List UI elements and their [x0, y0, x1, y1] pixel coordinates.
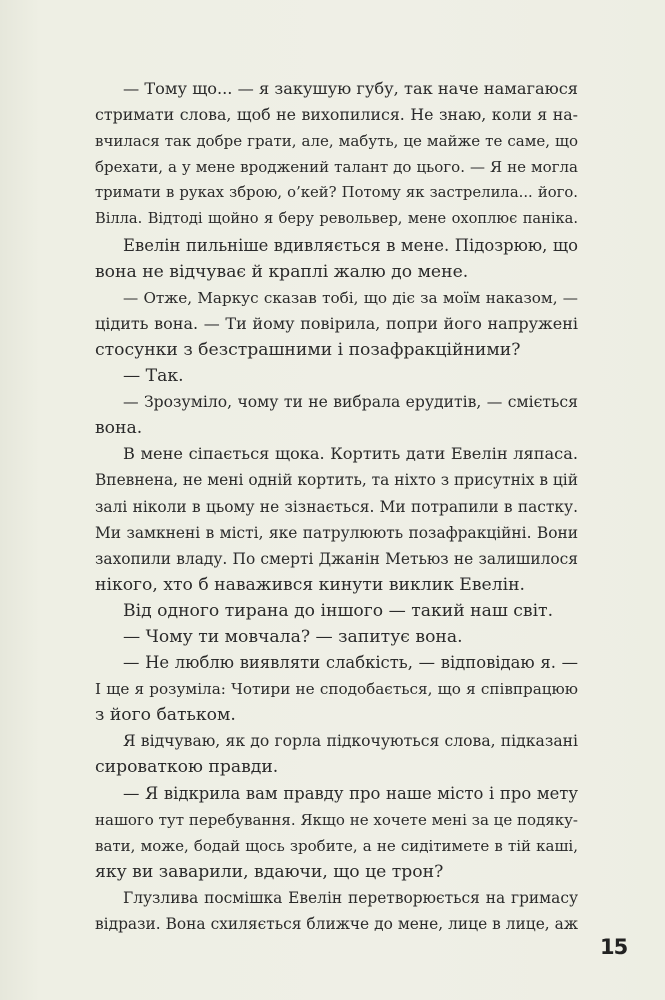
text-line: з його батьком.	[95, 705, 236, 726]
text-line: Від одного тирана до іншого — такий наш світ.	[123, 600, 554, 621]
text-line: — Зрозуміло, чому ти не вибрала ерудитів, — сміється	[123, 393, 578, 412]
text-line: яку ви заварили, вдаючи, що це трон?	[95, 861, 444, 882]
text-line: нашого тут перебування. Якщо не хочете мені за це подяку-	[95, 810, 578, 829]
text-line: — Тому що... — я закушую губу, так наче намагаюся	[123, 79, 578, 98]
text-line: відрази. Вона схиляється ближче до мене, лице в лице, аж	[95, 915, 578, 933]
text-line: — Я відкрила вам правду про наше місто і про мету	[123, 783, 578, 803]
text-line: вона не відчуває й краплі жалю до мене.	[95, 261, 469, 282]
text-line: стримати слова, щоб не вихопилися. Не знаю, коли я на-	[95, 105, 578, 125]
text-line: Я відчуваю, як до горла підкочуються слова, підказані	[123, 732, 578, 751]
text-line: вати, може, бодай щось зробите, а не сидітимете в тій каші,	[95, 836, 578, 855]
text-line: тримати в руках зброю, о’кей? Потому як застрелила... його.	[95, 184, 578, 202]
text-line: вчилася так добре грати, але, мабуть, це майже те саме, що	[95, 132, 578, 151]
text-line: сироваткою правди.	[95, 757, 279, 778]
text-line: — Так.	[123, 366, 184, 387]
page-number: 15	[600, 935, 628, 959]
text-line: цідить вона. — Ти йому повірила, попри його напружені	[95, 313, 578, 333]
body-text	[95, 76, 578, 937]
text-line: брехати, а у мене вроджений талант до цього. — Я не могла	[95, 158, 578, 177]
text-line: Евелін пильніше вдивляється в мене. Підозрюю, що	[123, 235, 578, 255]
text-line: Глузлива посмішка Евелін перетворюється на гримасу	[123, 888, 578, 907]
text-line: залі ніколи в цьому не зізнається. Ми потрапили в пастку.	[95, 497, 578, 516]
text-line: — Не люблю виявляти слабкість, — відповідаю я. —	[123, 653, 578, 673]
text-line: вона.	[95, 418, 143, 439]
text-line: В мене сіпається щока. Кортить дати Евелін ляпаса.	[123, 444, 578, 464]
text-line: Вілла. Відтоді щойно я беру револьвер, мене охоплює паніка.	[95, 210, 578, 228]
text-line: І ще я розуміла: Чотири не сподобається, що я співпрацюю	[95, 680, 578, 699]
text-line: — Чому ти мовчала? — запитує вона.	[123, 626, 463, 647]
text-line: Впевнена, не мені одній кортить, та ніхто з присутніх в цій	[95, 471, 578, 490]
text-line: захопили владу. По смерті Джанін Метьюз не залишилося	[95, 549, 578, 568]
text-line: Ми замкнені в місті, яке патрулюють позафракційні. Вони	[95, 523, 578, 542]
text-line: стосунки з безстрашними і позафракційними?	[95, 339, 521, 360]
text-line: нікого, хто б наважився кинути виклик Евелін.	[95, 574, 526, 595]
text-line: — Отже, Маркус сказав тобі, що діє за моїм наказом, —	[123, 288, 578, 307]
